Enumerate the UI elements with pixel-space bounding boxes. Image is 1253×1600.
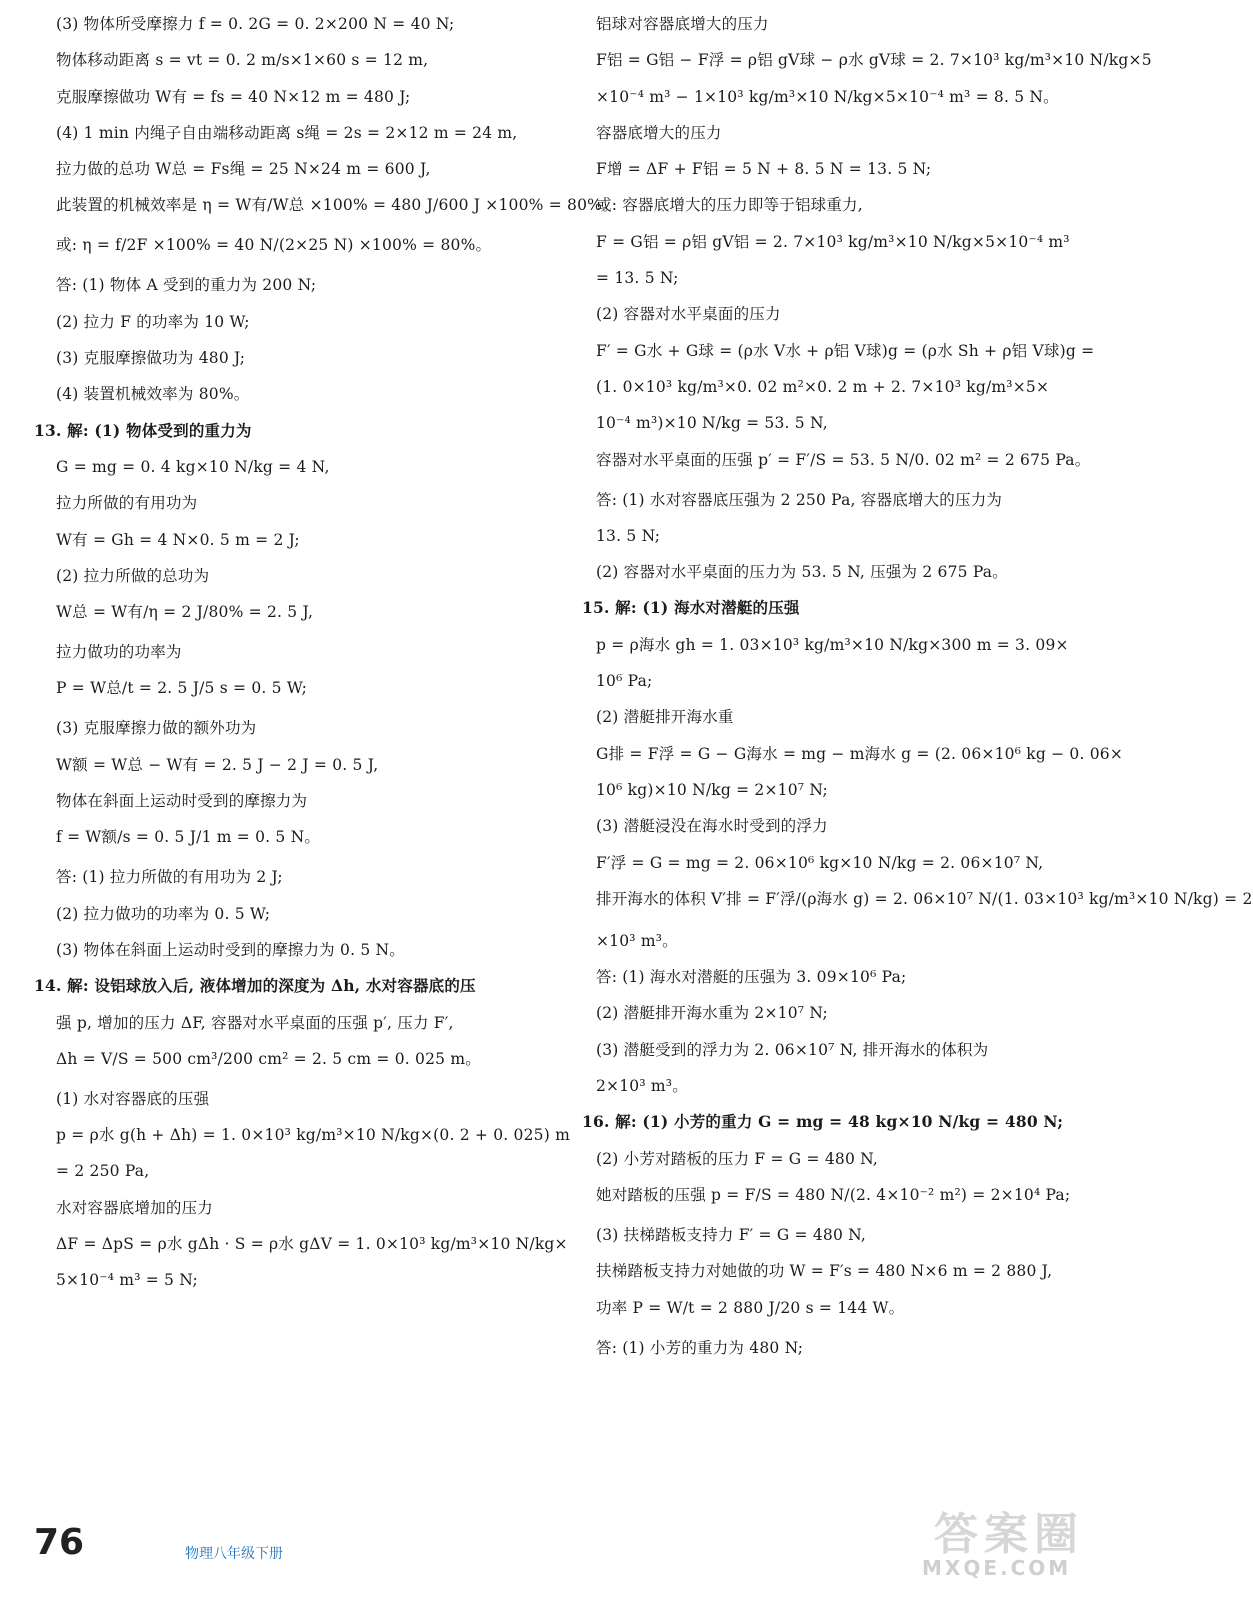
text-line: (2) 小芳对踏板的压力 F = G = 480 N, (596, 1149, 879, 1168)
text-line: W额 = W总 − W有 = 2. 5 J − 2 J = 0. 5 J, (56, 755, 379, 774)
text-line: 10⁶ Pa; (596, 672, 653, 691)
text-line: 10⁶ kg)×10 N/kg = 2×10⁷ N; (596, 780, 828, 799)
text-line: W有 = Gh = 4 N×0. 5 m = 2 J; (56, 530, 300, 549)
text-line: Δh = V/S = 500 cm³/200 cm² = 2. 5 cm = 0. 025 m。 (56, 1049, 481, 1068)
text-line: P = W总/t = 2. 5 J/5 s = 0. 5 W; (56, 679, 308, 698)
text-line: (3) 物体所受摩擦力 f = 0. 2G = 0. 2×200 N = 40 N; (56, 15, 455, 33)
text-line: 克服摩擦做功 W有 = fs = 40 N×12 m = 480 J; (56, 87, 411, 106)
text-line: G = mg = 0. 4 kg×10 N/kg = 4 N, (56, 457, 330, 476)
text-line: ΔF = ΔpS = ρ水 gΔh · S = ρ水 gΔV = 1. 0×10³ kg/m³×10 N/kg× (56, 1235, 568, 1254)
text-line: 铝球对容器底增大的压力 (596, 15, 769, 33)
left-column (34, 14, 618, 1307)
text-line: (2) 拉力所做的总功为 (56, 566, 210, 585)
text-line: = 2 250 Pa, (56, 1162, 150, 1181)
text-line: F = G铝 = ρ铝 gV铝 = 2. 7×10³ kg/m³×10 N/kg×5×10⁻⁴ m³ (596, 232, 1070, 251)
text-line: F铝 = G铝 − F浮 = ρ铝 gV球 − ρ水 gV球 = 2. 7×10³ kg/m³×10 N/kg×5 (596, 51, 1152, 70)
text-line: (2) 潜艇排开海水重 (596, 708, 734, 727)
text-line: 功率 P = W/t = 2 880 J/20 s = 144 W。 (596, 1298, 905, 1317)
answer-line: 答: (1) 拉力所做的有用功为 2 J; (56, 868, 283, 887)
text-line: 水对容器底增加的压力 (56, 1198, 214, 1217)
text-line: W总 = W有/η = 2 J/80% = 2. 5 J, (56, 603, 314, 622)
text-line: (3) 克服摩擦力做的额外功为 (56, 719, 257, 738)
text-line: = 13. 5 N; (596, 269, 679, 288)
question-15-heading: 15. 解: (1) 海水对潜艇的压强 (582, 598, 800, 618)
text-line: f = W额/s = 0. 5 J/1 m = 0. 5 N。 (56, 828, 321, 847)
text-line: ×10³ m³。 (596, 931, 678, 950)
text-line: p = ρ水 g(h + Δh) = 1. 0×10³ kg/m³×10 N/kg×(0. 2 + 0. 025) m (56, 1126, 570, 1145)
text-line: 拉力做功的功率为 (56, 643, 182, 662)
answer-line: (2) 拉力 F 的功率为 10 W; (56, 312, 250, 331)
text-line: 物体在斜面上运动时受到的摩擦力为 (56, 792, 308, 811)
answer-line: (3) 物体在斜面上运动时受到的摩擦力为 0. 5 N。 (56, 940, 405, 959)
text-line: F′ = G水 + G球 = (ρ水 V水 + ρ铝 V球)g = (ρ水 Sh + ρ铝 V球)g = (596, 341, 1095, 360)
site-watermark (912, 1498, 1102, 1588)
text-line: (1. 0×10³ kg/m³×0. 02 m²×0. 2 m + 2. 7×10³ kg/m³×5× (596, 377, 1050, 396)
watermark-domain: MXQE.COM (922, 1556, 1072, 1580)
question-13-heading: 13. 解: (1) 物体受到的重力为 (34, 420, 252, 440)
page-number: 76 (34, 1522, 85, 1563)
text-line: (4) 1 min 内绳子自由端移动距离 s绳 = 2s = 2×12 m = 24 m, (56, 123, 518, 142)
book-title: 物理八年级下册 (185, 1546, 283, 1562)
text-line: ×10⁻⁴ m³ − 1×10³ kg/m³×10 N/kg×5×10⁻⁴ m³ = 8. 5 N。 (596, 87, 1059, 106)
answer-line: (4) 装置机械效率为 80%。 (56, 385, 250, 404)
text-line: 拉力做的总功 W总 = Fs绳 = 25 N×24 m = 600 J, (56, 160, 431, 179)
answer-line: 13. 5 N; (596, 526, 661, 545)
text-line: 10⁻⁴ m³)×10 N/kg = 53. 5 N, (596, 414, 828, 433)
answer-line: (3) 潜艇受到的浮力为 2. 06×10⁷ N, 排开海水的体积为 (596, 1040, 989, 1059)
text-line: (2) 容器对水平桌面的压力 (596, 305, 781, 324)
answer-line: 答: (1) 海水对潜艇的压强为 3. 09×10⁶ Pa; (596, 968, 907, 987)
text-line: F′浮 = G = mg = 2. 06×10⁶ kg×10 N/kg = 2. 06×10⁷ N, (596, 853, 1044, 872)
answer-line: (2) 容器对水平桌面的压力为 53. 5 N, 压强为 2 675 Pa。 (596, 563, 1008, 582)
text-line: G排 = F浮 = G − G海水 = mg − m海水 g = (2. 06×10⁶ kg − 0. 06× (596, 744, 1124, 763)
answer-line: 答: (1) 物体 A 受到的重力为 200 N; (56, 276, 317, 295)
text-line: (3) 扶梯踏板支持力 F′ = G = 480 N, (596, 1225, 867, 1244)
question-16-heading: 16. 解: (1) 小芳的重力 G = mg = 48 kg×10 N/kg = 480 N; (582, 1112, 1064, 1132)
text-line: 或: 容器底增大的压力即等于铝球重力, (596, 196, 863, 215)
answer-line: (2) 潜艇排开海水重为 2×10⁷ N; (596, 1004, 828, 1023)
text-line: F增 = ΔF + F铝 = 5 N + 8. 5 N = 13. 5 N; (596, 160, 932, 179)
right-column (582, 14, 1253, 1374)
watermark-logo-text: 答案圈 (934, 1509, 1084, 1560)
text-line: (1) 水对容器底的压强 (56, 1089, 210, 1108)
text-line: 或: η = f/2F ×100% = 40 N/(2×25 N) ×100% = 80%。 (56, 236, 492, 255)
text-line: 容器底增大的压力 (596, 123, 722, 142)
text-line: 她对踏板的压强 p = F/S = 480 N/(2. 4×10⁻² m²) = 2×10⁴ Pa; (596, 1185, 1071, 1204)
text-line: p = ρ海水 gh = 1. 03×10³ kg/m³×10 N/kg×300 m = 3. 09× (596, 635, 1069, 654)
text-line: (3) 潜艇浸没在海水时受到的浮力 (596, 817, 828, 836)
answer-line: 答: (1) 水对容器底压强为 2 250 Pa, 容器底增大的压力为 (596, 490, 1003, 509)
text-line: 排开海水的体积 V′排 = F′浮/(ρ海水 g) = 2. 06×10⁷ N/(1. 03×10³ kg/m³×10 N/kg) = 2 (596, 889, 1253, 908)
text-line: 5×10⁻⁴ m³ = 5 N; (56, 1271, 198, 1290)
text-line: 拉力所做的有用功为 (56, 494, 198, 513)
answer-line: 2×10³ m³。 (596, 1077, 688, 1096)
answer-line: (2) 拉力做功的功率为 0. 5 W; (56, 904, 271, 923)
answer-line: 答: (1) 小芳的重力为 480 N; (596, 1338, 804, 1357)
text-line: 强 p, 增加的压力 ΔF, 容器对水平桌面的压强 p′, 压力 F′, (56, 1013, 454, 1032)
text-line: 容器对水平桌面的压强 p′ = F′/S = 53. 5 N/0. 02 m² = 2 675 Pa。 (596, 450, 1091, 469)
answer-line: (3) 克服摩擦做功为 480 J; (56, 349, 246, 368)
text-line: 扶梯踏板支持力对她做的功 W = F′s = 480 N×6 m = 2 880 J, (596, 1262, 1053, 1281)
text-line: 物体移动距离 s = vt = 0. 2 m/s×1×60 s = 12 m, (56, 51, 429, 70)
question-14-heading: 14. 解: 设铝球放入后, 液体增加的深度为 Δh, 水对容器底的压 (34, 976, 476, 996)
text-line: 此装置的机械效率是 η = W有/W总 ×100% = 480 J/600 J ×100% = 80%。 (56, 196, 618, 215)
